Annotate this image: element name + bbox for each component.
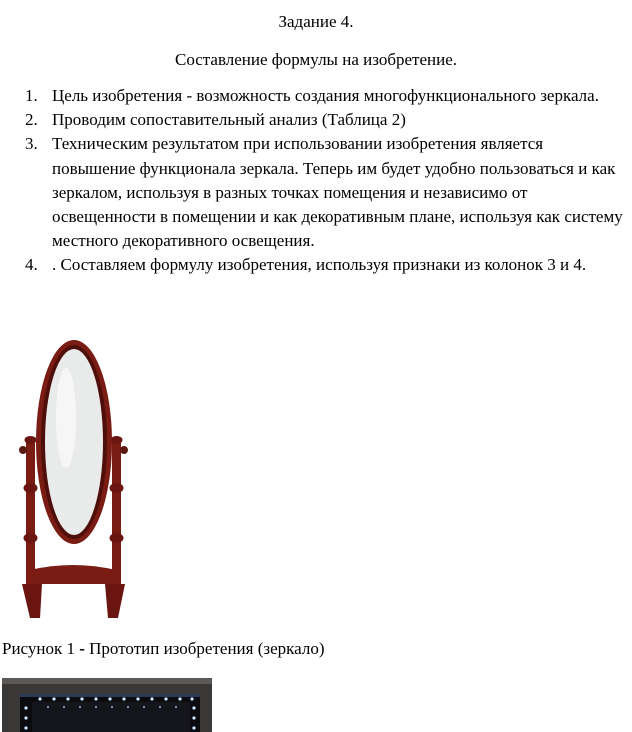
list-text: . Составляем формулу изобретения, используя признаки из колонок 3 и 4. [52, 255, 587, 275]
list-number: 3. [25, 134, 38, 154]
list-number: 4. [25, 255, 38, 275]
list-item [0, 253, 632, 277]
caption-text: Прототип изобретения (зеркало) [89, 639, 325, 658]
task-title: Задание 4. [278, 12, 354, 31]
lit-mirror-image [2, 678, 212, 732]
mirror-prototype-image [18, 338, 130, 621]
caption-prefix: Рисунок 1 [2, 639, 75, 658]
list-number: 2. [25, 110, 38, 130]
caption-dash: - [74, 639, 90, 658]
figure-caption [2, 638, 324, 660]
list-item [0, 84, 632, 108]
list-text: Цель изобретения - возможность создания многофункционального зеркала. [52, 86, 599, 105]
list-item [0, 108, 632, 132]
list-number: 1. [25, 86, 38, 105]
task-subtitle: Составление формулы на изобретение. [174, 50, 457, 69]
numbered-list [0, 84, 632, 278]
list-text: Проводим сопоставительный анализ (Таблица 2) [52, 110, 406, 130]
list-text: Техническим результатом при использовании изобретения является повышение функционала зеркала. Теперь им будет удобно пользоваться и как зеркалом, используя в разных точках помещения и независимо от освещенности в помещении и как декоративным плане, используя как систему местного декоративного освещения. [52, 134, 623, 251]
list-item [0, 132, 632, 253]
